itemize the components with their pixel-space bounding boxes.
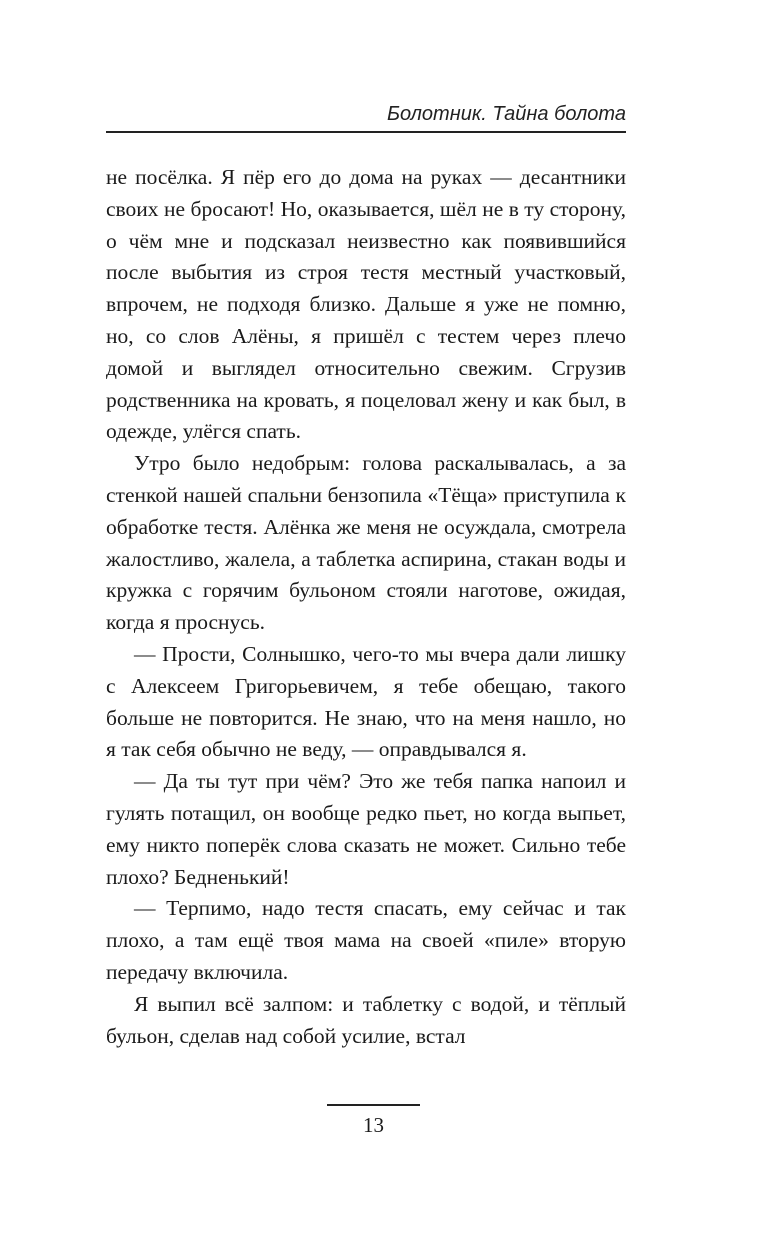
paragraph: Утро было недобрым: голова раскалывалась, а за стенкой нашей спальни бензопила «Тёща» приступила к обработке тестя. Алёнка же меня не осуждала, смотрела жалостливо, жалела, а таблетка аспирина, стакан воды и кружка с горячим бульоном стояли наготове, ожидая, когда я проснусь. bbox=[106, 451, 626, 635]
footer-rule bbox=[327, 1104, 420, 1106]
paragraph: — Да ты тут при чём? Это же тебя папка напоил и гулять потащил, он вообще редко пьет, но когда выпьет, ему никто поперёк слова сказать не может. Сильно тебе плохо? Бедненький! bbox=[106, 769, 626, 889]
header-rule bbox=[106, 131, 626, 133]
page-number: 13 bbox=[363, 1113, 384, 1137]
paragraph: Я выпил всё залпом: и таблетку с водой, и тёплый бульон, сделав над собой усилие, встал bbox=[106, 991, 626, 1048]
running-title: Болотник. Тайна болота bbox=[386, 103, 626, 125]
body-text bbox=[106, 162, 626, 1052]
paragraph: — Прости, Солнышко, чего-то мы вчера дали лишку с Алексеем Григорьевичем, я тебе обещаю, такого больше не повторится. Не знаю, что на меня нашло, но я так себя обычно не веду, — оправдывался я. bbox=[106, 641, 626, 762]
paragraph: не посёлка. Я пёр его до дома на руках — десантники своих не бросают! Но, оказывается, шёл не в ту сторону, о чём мне и подсказал неизвестно как появившийся после выбытия из строя тестя местный участковый, впрочем, не подходя близко. Дальше я уже не помню, но, со слов Алёны, я пришёл с тестем через плечо домой и выглядел относительно свежим. Сгрузив родственника на кровать, я поцеловал жену и как был, в одежде, улёгся спать. bbox=[106, 165, 626, 444]
paragraph: — Терпимо, надо тестя спасать, ему сейчас и так плохо, а там ещё твоя мама на своей «пиле» вторую передачу включила. bbox=[106, 896, 626, 984]
